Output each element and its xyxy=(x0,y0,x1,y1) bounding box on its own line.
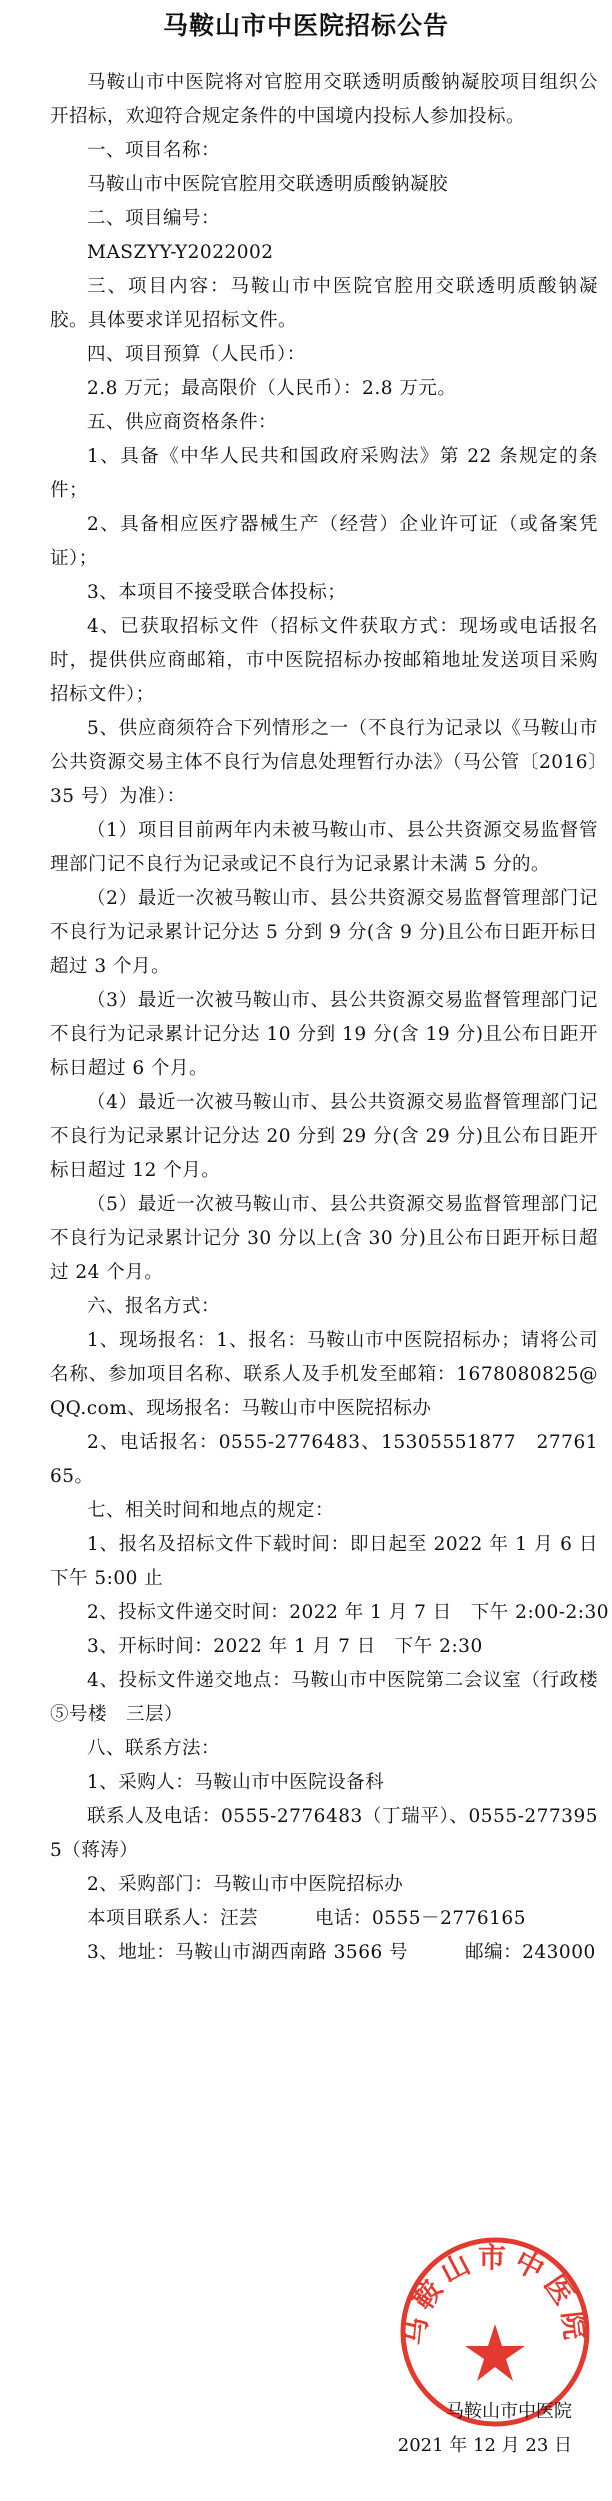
qualification-item-2: 2、具备相应医疗器械生产（经营）企业许可证（或备案凭证）； xyxy=(50,514,598,569)
signature-date: 2021 年 12 月 23 日 xyxy=(397,2435,572,2456)
document-body xyxy=(50,66,610,1970)
contact-address: 3、地址：马鞍山市湖西南路 3566 号 邮编：243000 xyxy=(87,1942,596,1963)
project-budget: 2.8 万元；最高限价（人民币）：2.8 万元。 xyxy=(87,378,457,399)
qualification-item-4: 4、已获取招标文件（招标文件获取方式：现场或电话报名时，提供供应商邮箱，市中医院招标办按邮箱地址发送项目采购招标文件）； xyxy=(50,616,598,705)
qualification-item-5: 5、供应商须符合下列情形之一（不良行为记录以《马鞍山市公共资源交易主体不良行为信息处理暂行办法》（马公管〔2016〕35 号）为准）： xyxy=(50,718,598,807)
qualification-item-1: 1、具备《中华人民共和国政府采购法》第 22 条规定的条件； xyxy=(50,446,598,501)
project-number: MASZYY-Y2022002 xyxy=(87,242,274,263)
project-name: 马鞍山市中医院官腔用交联透明质酸钠凝胶 xyxy=(87,174,449,195)
contact-purchaser-phones: 联系人及电话：0555-2776483（丁瑞平）、0555-2773955（蒋涛） xyxy=(50,1806,598,1861)
section-1-heading: 一、项目名称： xyxy=(87,140,221,161)
schedule-opening-time: 3、开标时间：2022 年 1 月 7 日 下午 2:30 xyxy=(87,1636,483,1657)
section-3-project-content: 三、项目内容：马鞍山市中医院官腔用交联透明质酸钠凝胶。具体要求详见招标文件。 xyxy=(50,276,598,331)
condition-item-5: （5）最近一次被马鞍山市、县公共资源交易监督管理部门记不良行为记录累计记分 30 分以上(含 30 分)且公布日距开标日超过 24 个月。 xyxy=(50,1194,598,1283)
schedule-submission-location: 4、投标文件递交地点：马鞍山市中医院第二会议室（行政楼⑤号楼 三层） xyxy=(50,1670,598,1725)
contact-project-person: 本项目联系人：汪芸 电话：0555－2776165 xyxy=(87,1908,526,1929)
signature-organization: 马鞍山市中医院 xyxy=(446,2401,572,2422)
schedule-download-time: 1、报名及招标文件下载时间：即日起至 2022 年 1 月 6 日 下午 5:00 止 xyxy=(50,1534,598,1589)
contact-purchaser: 1、采购人：马鞍山市中医院设备科 xyxy=(87,1772,385,1793)
registration-onsite: 1、现场报名：1、报名：马鞍山市中医院招标办；请将公司名称、参加项目名称、联系人及手机发至邮箱：1678080825@QQ.com、现场报名：马鞍山市中医院招标办 xyxy=(50,1330,598,1419)
condition-item-3: （3）最近一次被马鞍山市、县公共资源交易监督管理部门记不良行为记录累计记分达 10 分到 19 分(含 19 分)且公布日距开标日超过 6 个月。 xyxy=(50,990,598,1079)
condition-item-4: （4）最近一次被马鞍山市、县公共资源交易监督管理部门记不良行为记录累计记分达 20 分到 29 分(含 29 分)且公布日距开标日超过 12 个月。 xyxy=(50,1092,598,1181)
condition-item-1: （1）项目目前两年内未被马鞍山市、县公共资源交易监督管理部门记不良行为记录或记不良行为记录累计未满 5 分的。 xyxy=(50,820,598,875)
section-5-heading: 五、供应商资格条件： xyxy=(87,412,278,433)
section-7-heading: 七、相关时间和地点的规定： xyxy=(87,1500,335,1521)
section-6-heading: 六、报名方式： xyxy=(87,1296,221,1317)
schedule-submission-time: 2、投标文件递交时间：2022 年 1 月 7 日 下午 2:00-2:30 xyxy=(87,1602,610,1623)
qualification-item-3: 3、本项目不接受联合体投标； xyxy=(87,582,347,603)
contact-department: 2、采购部门：马鞍山市中医院招标办 xyxy=(87,1874,404,1895)
section-4-heading: 四、项目预算（人民币）： xyxy=(87,344,306,365)
document-title: 马鞍山市中医院招标公告 xyxy=(162,11,449,40)
registration-phone: 2、电话报名：0555-2776483、15305551877 2776165。 xyxy=(50,1432,598,1487)
svg-text:马鞍山市中医院: 马鞍山市中医院 xyxy=(397,2241,593,2348)
condition-item-2: （2）最近一次被马鞍山市、县公共资源交易监督管理部门记不良行为记录累计记分达 5 分到 9 分(含 9 分)且公布日距开标日超过 3 个月。 xyxy=(50,888,598,977)
intro-paragraph: 马鞍山市中医院将对官腔用交联透明质酸钠凝胶项目组织公开招标，欢迎符合规定条件的中国境内投标人参加投标。 xyxy=(50,72,598,127)
section-2-heading: 二、项目编号： xyxy=(87,208,221,229)
section-8-heading: 八、联系方法： xyxy=(87,1738,221,1759)
